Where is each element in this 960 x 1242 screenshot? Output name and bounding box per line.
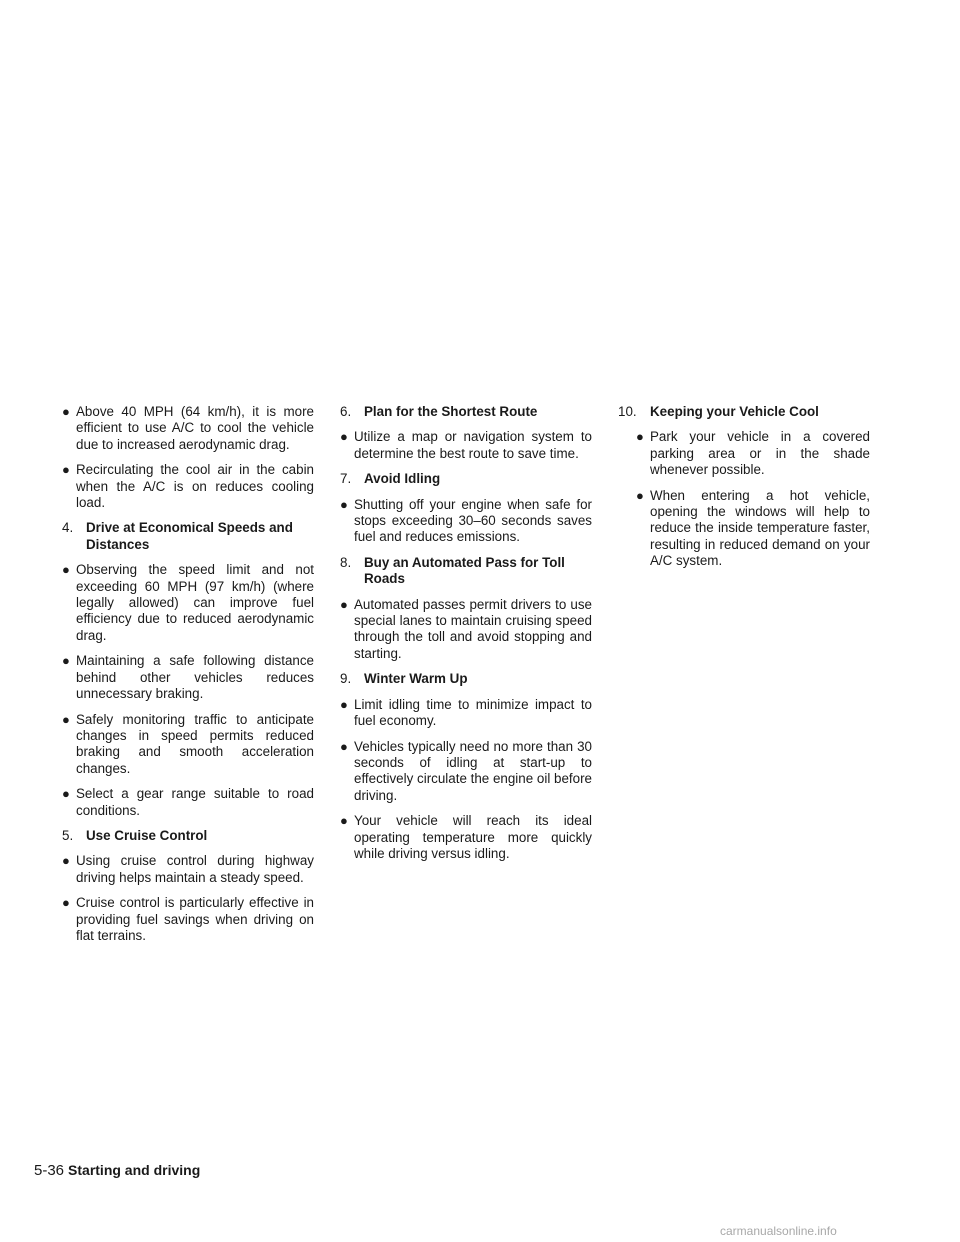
- bullet-icon: ●: [636, 429, 644, 445]
- bullet-icon: ●: [62, 462, 70, 478]
- bullet-icon: ●: [62, 711, 70, 727]
- bullet-icon: ●: [340, 429, 348, 445]
- bullet-icon: ●: [62, 562, 70, 578]
- bullet-item: ● Limit idling time to minimize impact to fuel economy.: [340, 696, 592, 729]
- column-1: [62, 404, 314, 953]
- section-heading: 6. Plan for the Shortest Route: [340, 404, 538, 419]
- bullet-icon: ●: [340, 696, 348, 712]
- bullet-icon: ●: [62, 404, 70, 419]
- section-heading: 10. Keeping your Vehicle Cool: [618, 404, 819, 419]
- bullet-item: ● Safely monitoring traffic to anticipate changes in speed permits reduced braking and smooth acceleration changes.: [62, 711, 314, 776]
- bullet-icon: ●: [62, 853, 70, 869]
- bullet-item: ● Above 40 MPH (64 km/h), it is more efficient to use A/C to cool the vehicle due to increased aerodynamic drag.: [62, 404, 314, 452]
- bullet-icon: ●: [62, 653, 70, 669]
- section-heading: 5. Use Cruise Control: [62, 827, 208, 843]
- bullet-item: ● Cruise control is particularly effective in providing fuel savings when driving on flat terrains.: [62, 895, 314, 943]
- bullet-item: ● Shutting off your engine when safe for stops exceeding 30–60 seconds saves fuel and reduces emissions.: [340, 496, 592, 545]
- page-number: 5-36: [34, 1162, 65, 1179]
- bullet-icon: ●: [340, 496, 348, 512]
- bullet-icon: ●: [62, 786, 70, 802]
- bullet-icon: ●: [340, 596, 348, 612]
- column-2: [340, 404, 592, 871]
- watermark: carmanualsonline.info: [720, 1224, 837, 1238]
- bullet-icon: ●: [340, 813, 348, 829]
- section-heading: 4. Drive at Economical Speeds and Distances: [62, 520, 293, 552]
- page-footer: [34, 1162, 200, 1179]
- bullet-item: ● When entering a hot vehicle, opening the windows will help to reduce the inside temperature faster, resulting in reduced demand on your A/C system.: [636, 487, 870, 569]
- section-heading: 7. Avoid Idling: [340, 471, 441, 487]
- section-name: Starting and driving: [68, 1162, 201, 1178]
- bullet-icon: ●: [62, 895, 70, 911]
- bullet-item: ● Recirculating the cool air in the cabin when the A/C is on reduces cooling load.: [62, 462, 314, 511]
- bullet-item: ● Your vehicle will reach its ideal operating temperature more quickly while driving versus idling.: [340, 813, 592, 861]
- bullet-item: ● Utilize a map or navigation system to determine the best route to save time.: [340, 429, 592, 461]
- bullet-item: ● Maintaining a safe following distance behind other vehicles reduces unnecessary braking.: [62, 653, 314, 702]
- bullet-icon: ●: [636, 487, 644, 503]
- bullet-item: ● Observing the speed limit and not exceeding 60 MPH (97 km/h) (where legally allowed) can improve fuel efficiency due to reduced aerodynamic drag.: [62, 562, 314, 643]
- bullet-item: ● Park your vehicle in a covered parking area or in the shade whenever possible.: [636, 429, 870, 478]
- bullet-icon: ●: [340, 738, 348, 754]
- bullet-item: ● Automated passes permit drivers to use special lanes to maintain cruising speed through the toll and avoid stopping and starting.: [340, 596, 592, 661]
- section-heading: 9. Winter Warm Up: [340, 671, 468, 687]
- section-heading: 8. Buy an Automated Pass for Toll Roads: [340, 554, 565, 587]
- bullet-item: ● Vehicles typically need no more than 30 seconds of idling at start-up to effectively circulate the engine oil before driving.: [340, 738, 592, 803]
- column-3: [618, 404, 870, 579]
- bullet-item: ● Select a gear range suitable to road conditions.: [62, 786, 314, 818]
- bullet-item: ● Using cruise control during highway driving helps maintain a steady speed.: [62, 853, 314, 885]
